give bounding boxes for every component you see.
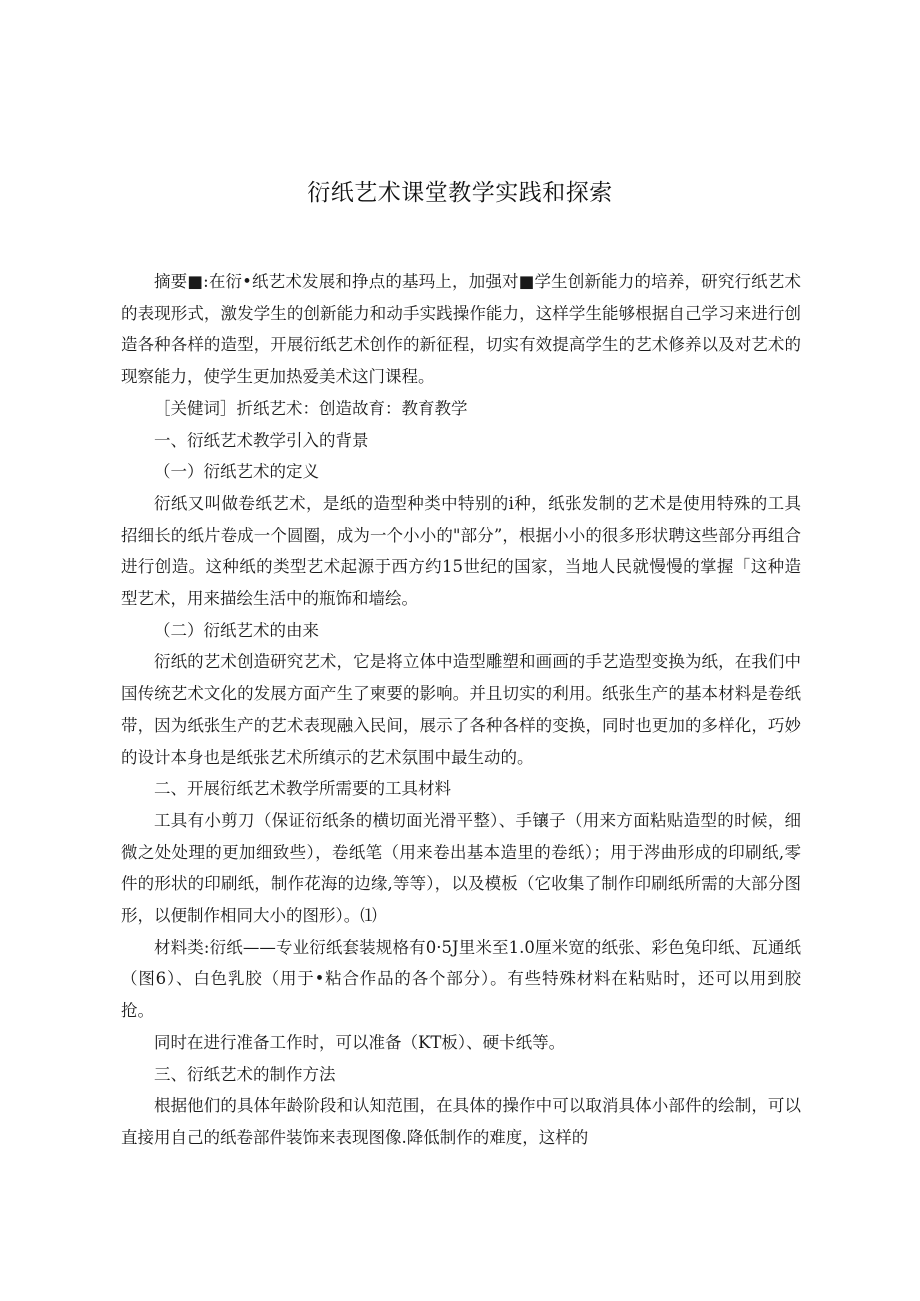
section-2-heading: 二、开展衍纸艺术教学所需要的工具材料	[154, 779, 451, 799]
section-2-prep-paragraph: 同时在进行准备工作时，可以准备（KT板）、硬卡纸等。	[154, 1032, 566, 1052]
section-3-heading: 三、衍纸艺术的制作方法	[154, 1064, 336, 1084]
section-1-1-heading: （一）衍纸艺术的定义	[154, 462, 319, 482]
section-3-paragraph: 根据他们的具体年龄阶段和认知范围，在具体的操作中可以取消具体小部件的绘制，可以直接用自己的纸卷部件装饰来表现图像.降低制作的难度，这样的	[121, 1096, 801, 1147]
document-body	[121, 266, 801, 1154]
section-1-heading: 一、衍纸艺术教学引入的背景	[154, 430, 369, 450]
document-title: 衍纸艺术课堂教学实践和探索	[307, 180, 613, 206]
section-2-materials-paragraph: 材料类:衍纸——专业衍纸套装规格有0·5J里米至1.0厘米宽的纸张、彩色兔印纸、瓦通纸（图6）、白色乳胶（用于•粘合作品的各个部分）。有些特殊材料在粘贴时，还可以用到胶抢。	[121, 937, 801, 1021]
section-1-1-paragraph: 衍纸又叫做卷纸艺术，是纸的造型种类中特别的i种，纸张发制的艺术是使用特殊的工具招细长的纸片卷成一个圆圈，成为一个小小的"部分”，根据小小的很多形状聘这些部分再组合进行创造。这种纸的类型艺术起源于西方约15世纪的国家，当地人民就慢慢的掌握「这种造型艺术，用来描绘生活中的瓶饰和墙绘。	[121, 493, 801, 609]
section-1-2-heading: （二）衍纸艺术的由来	[154, 620, 319, 640]
keywords-line: ［关健词］折纸艺术：创造故育：教育教学	[154, 398, 468, 418]
abstract-paragraph: 摘要■:在衍•纸艺术发展和挣点的基玛上，加强对■学生创新能力的培养，研究行纸艺术的表现形式，激发学生的创新能力和动手实践操作能力，这样学生能够根据自己学习来进行创造各种各样的造型，开展衍纸艺术创作的新征程，切实有效提高学生的艺术修养以及对艺术的现察能力，使学生更加热爱美术这门课程。	[121, 272, 801, 387]
section-2-tools-paragraph: 工具有小剪刀（保证衍纸条的横切面光滑平整）、手镶子（用来方面粘贴造型的时候，细微之处处理的更加细致些），卷纸笔（用来卷出基本造里的卷纸）；用于涔曲形成的印刷纸,零件的形状的印刷纸，制作花海的边缘,等等），以及模板（它收集了制作印刷纸所需的大部分图形，以便制作相同大小的图形）。⑴	[121, 810, 801, 926]
section-1-2-paragraph: 衍纸的艺术创造研究艺术，它是将立体中造型雕塑和画画的手艺造型变换为纸，在我们中国传统艺术文化的发展方面产生了柬要的影响。并且切实的利用。纸张生产的基本材料是卷纸带，因为纸张生产的艺术表现融入民间，展示了各种各样的变换，同时也更加的多样化，巧妙的设计本身也是纸张艺术所缜示的艺术氛围中最生动的。	[121, 652, 801, 767]
